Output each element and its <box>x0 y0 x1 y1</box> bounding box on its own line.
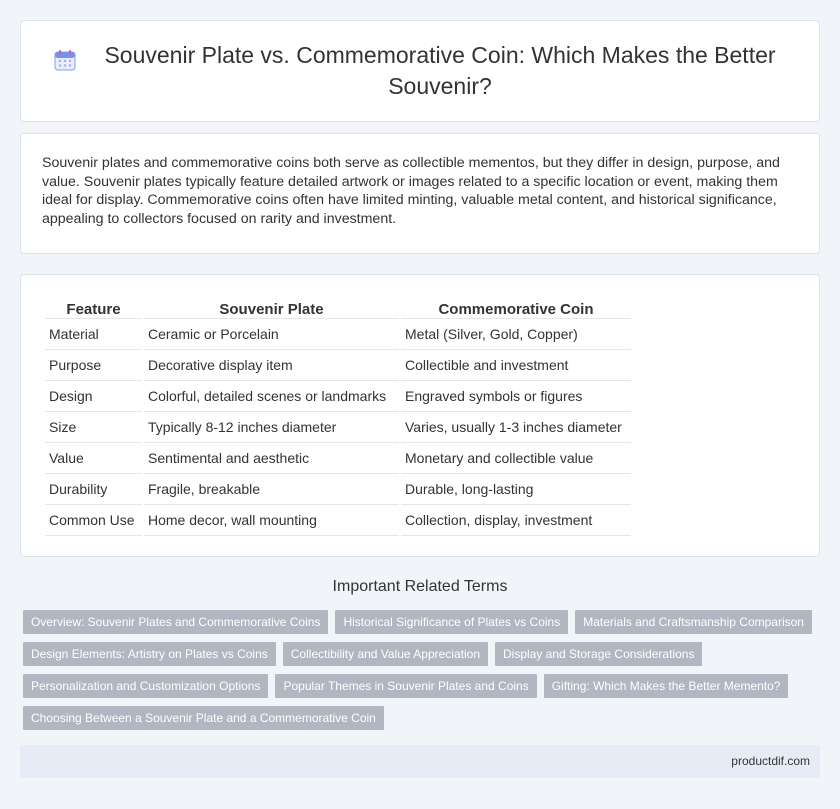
intro-paragraph: Souvenir plates and commemorative coins both serve as collectible mementos, but they differ in design, purpose, and value. Souvenir plates typically feature detailed artwork or images related to a specific location or event, making them ideal for display. Commemorative coins often have limited minting, valuable metal content, and historical significance, appealing to collectors focused on rarity and investment. <box>42 155 780 227</box>
footer-site-link[interactable]: productdif.com <box>731 754 810 768</box>
header-souvenir-plate: Souvenir Plate <box>144 297 399 319</box>
table-cell: Collection, display, investment <box>401 505 631 536</box>
table-cell: Sentimental and aesthetic <box>144 443 399 474</box>
related-terms-heading: Important Related Terms <box>332 578 508 595</box>
table-cell: Material <box>45 319 142 350</box>
table-cell: Varies, usually 1-3 inches diameter <box>401 412 631 443</box>
term-tag[interactable]: Gifting: Which Makes the Better Memento? <box>544 674 789 698</box>
table-row <box>45 319 631 350</box>
footer-bar <box>20 745 820 778</box>
table-cell: Collectible and investment <box>401 350 631 381</box>
table-row <box>45 381 631 412</box>
table-cell: Colorful, detailed scenes or landmarks <box>144 381 399 412</box>
term-tag[interactable]: Overview: Souvenir Plates and Commemorative Coins <box>23 610 328 634</box>
header-feature: Feature <box>45 297 142 319</box>
term-tag[interactable]: Display and Storage Considerations <box>495 642 702 666</box>
term-tag[interactable]: Personalization and Customization Options <box>23 674 268 698</box>
table-cell: Monetary and collectible value <box>401 443 631 474</box>
page-title: Souvenir Plate vs. Commemorative Coin: Which Makes the Better Souvenir? <box>104 42 776 99</box>
comparison-table <box>43 297 633 536</box>
table-row <box>45 443 631 474</box>
table-cell: Engraved symbols or figures <box>401 381 631 412</box>
table-cell: Durability <box>45 474 142 505</box>
table-cell: Design <box>45 381 142 412</box>
comparison-table-card <box>20 274 820 557</box>
table-row <box>45 350 631 381</box>
table-cell: Home decor, wall mounting <box>144 505 399 536</box>
table-cell: Size <box>45 412 142 443</box>
intro-card <box>20 133 820 254</box>
table-row <box>45 412 631 443</box>
table-row <box>45 474 631 505</box>
term-tag[interactable]: Collectibility and Value Appreciation <box>283 642 488 666</box>
table-cell: Fragile, breakable <box>144 474 399 505</box>
table-cell: Decorative display item <box>144 350 399 381</box>
table-cell: Purpose <box>45 350 142 381</box>
table-cell: Typically 8-12 inches diameter <box>144 412 399 443</box>
term-tag[interactable]: Popular Themes in Souvenir Plates and Coins <box>275 674 536 698</box>
header-card <box>20 20 820 122</box>
term-tag[interactable]: Choosing Between a Souvenir Plate and a Commemorative Coin <box>23 706 384 730</box>
table-cell: Metal (Silver, Gold, Copper) <box>401 319 631 350</box>
table-header-row <box>45 297 631 319</box>
table-row <box>45 505 631 536</box>
term-tag[interactable]: Design Elements: Artistry on Plates vs Coins <box>23 642 276 666</box>
header-commemorative-coin: Commemorative Coin <box>401 297 631 319</box>
table-cell: Durable, long-lasting <box>401 474 631 505</box>
related-terms-list <box>23 610 823 730</box>
table-cell: Common Use <box>45 505 142 536</box>
table-cell: Value <box>45 443 142 474</box>
table-cell: Ceramic or Porcelain <box>144 319 399 350</box>
term-tag[interactable]: Materials and Craftsmanship Comparison <box>575 610 812 634</box>
term-tag[interactable]: Historical Significance of Plates vs Coins <box>335 610 568 634</box>
